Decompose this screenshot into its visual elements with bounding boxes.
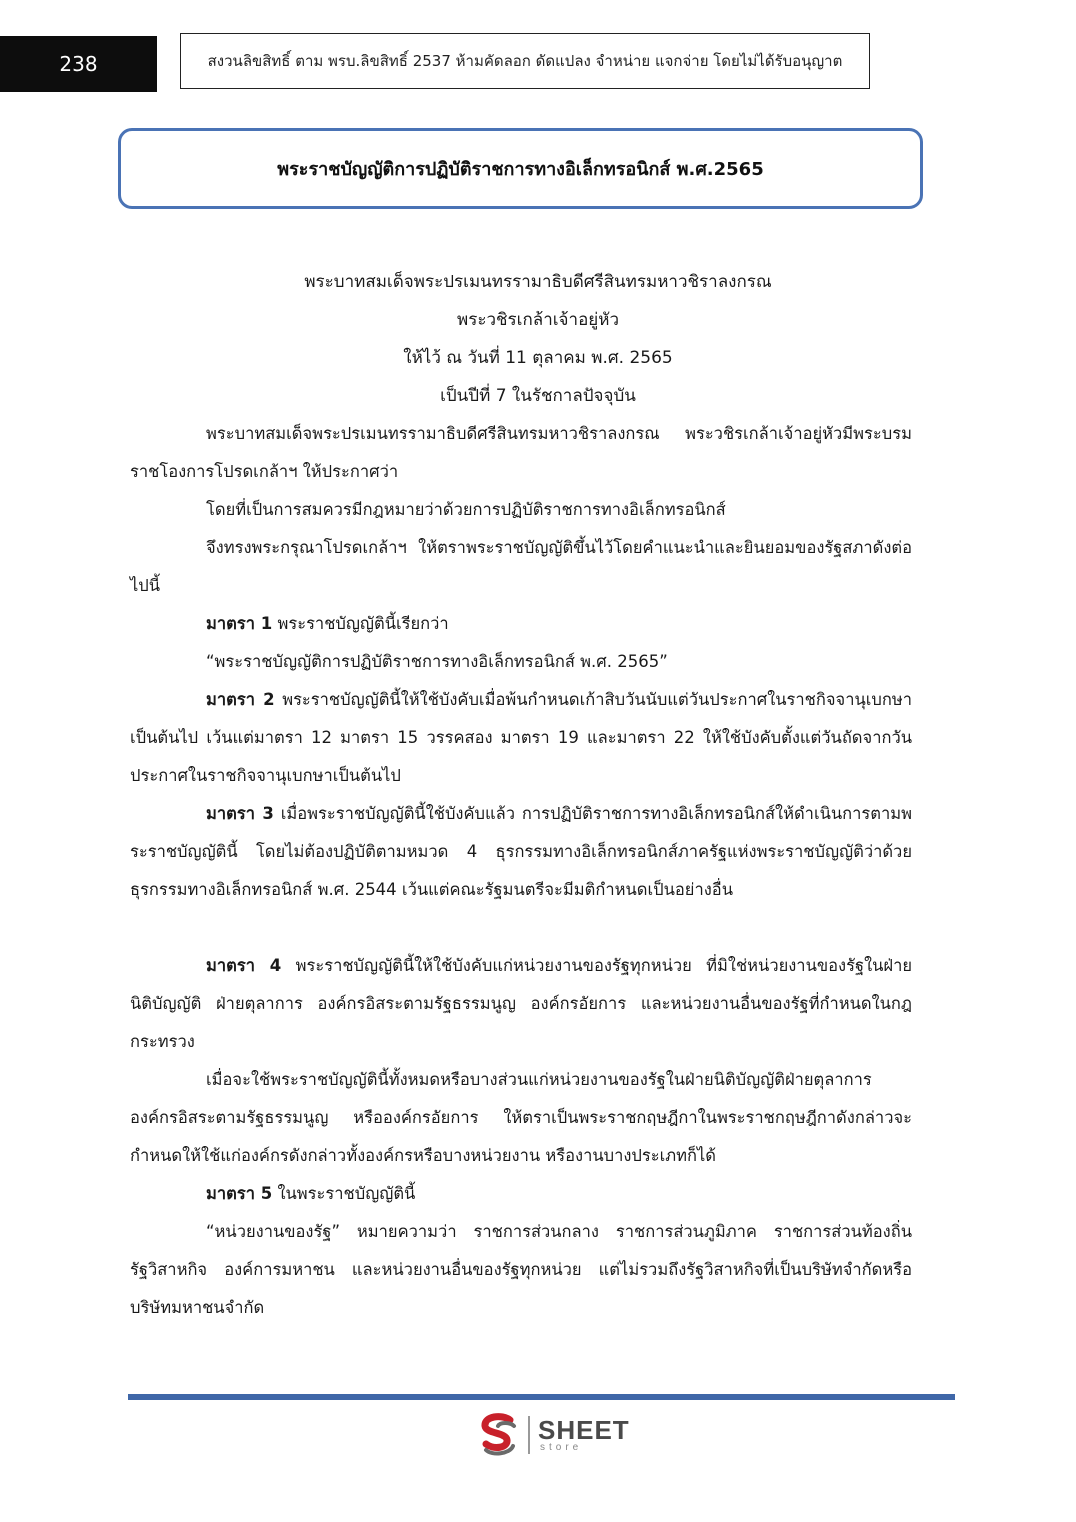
section-4-label: มาตรา 4 (206, 956, 282, 975)
sheet-store-logo (476, 1412, 630, 1458)
section-3 (130, 795, 912, 909)
preamble-line: ให้ไว้ ณ วันที่ 11 ตุลาคม พ.ศ. 2565 (403, 348, 673, 368)
paragraph-reason: โดยที่เป็นการสมควรมีกฎหมายว่าด้วยการปฏิบัติราชการทางอิเล็กทรอนิกส์ (206, 500, 726, 519)
s-logo-icon (476, 1412, 522, 1458)
paragraph-proclamation: พระบาทสมเด็จพระปรเมนทรรามาธิบดีศรีสินทรมหาวชิราลงกรณ พระวชิรเกล้าเจ้าอยู่หัวมีพระบรมราชโองการโปรดเกล้าฯ ให้ประกาศว่า (130, 424, 912, 481)
section-5-text: ในพระราชบัญญัตินี้ (272, 1184, 416, 1203)
section-3-text: เมื่อพระราชบัญญัตินี้ใช้บังคับแล้ว การปฏิบัติราชการทางอิเล็กทรอนิกส์ให้ดำเนินการตามพระราชบัญญัตินี้ โดยไม่ต้องปฏิบัติตามหมวด 4 ธุรกรรมทางอิเล็กทรอนิกส์ภาครัฐแห่งพระราชบัญญัติว่าด้วยธุรกรรมทางอิเล็กทรอนิกส์ พ.ศ. 2544 เว้นแต่คณะรัฐมนตรีจะมีมติกำหนดเป็นอย่างอื่น (130, 804, 912, 899)
section-1 (130, 605, 912, 643)
section-4-text: พระราชบัญญัตินี้ให้ใช้บังคับแก่หน่วยงานของรัฐทุกหน่วย ที่มิใช่หน่วยงานของรัฐในฝ่ายนิติบัญญัติ ฝ่ายตุลาการ องค์กรอิสระตามรัฐธรรมนูญ องค์กรอัยการ และหน่วยงานอื่นของรัฐที่กำหนดในกฎกระทรวง (130, 956, 913, 1051)
section-4 (130, 947, 912, 1061)
section-3-label: มาตรา 3 (206, 804, 274, 823)
section-4-paragraph-2: เมื่อจะใช้พระราชบัญญัตินี้ทั้งหมดหรือบางส่วนแก่หน่วยงานของรัฐในฝ่ายนิติบัญญัติฝ่ายตุลาการ องค์กรอิสระตามรัฐธรรมนูญ หรือองค์กรอัยการ ให้ตราเป็นพระราชกฤษฎีกาในพระราชกฤษฎีกาดังกล่าวจะกำหนดให้ใช้แก่องค์กรดังกล่าวทั้งองค์กรหรือบางหน่วยงาน หรืองานบางประเภทก็ได้ (130, 1070, 912, 1165)
section-2 (130, 681, 912, 795)
section-2-label: มาตรา 2 (206, 690, 275, 709)
copyright-notice-box (180, 33, 870, 89)
title-box (118, 128, 923, 209)
copyright-notice: สงวนลิขสิทธิ์ ตาม พรบ.ลิขสิทธิ์ 2537 ห้ามคัดลอก ดัดแปลง จำหน่าย แจกจ่าย โดยไม่ได้รับอนุญาต (207, 52, 843, 70)
section-5 (130, 1175, 912, 1213)
page-title: พระราชบัญญัติการปฏิบัติราชการทางอิเล็กทรอนิกส์ พ.ศ.2565 (277, 159, 764, 180)
logo-divider (528, 1416, 530, 1454)
logo-sub-text: store (540, 1442, 583, 1453)
section-1-quote: “พระราชบัญญัติการปฏิบัติราชการทางอิเล็กทรอนิกส์ พ.ศ. 2565” (206, 652, 668, 671)
footer-rule (128, 1394, 955, 1400)
section-5-label: มาตรา 5 (206, 1184, 273, 1203)
logo-main-text: SHEET (538, 1415, 630, 1445)
section-5-definition: “หน่วยงานของรัฐ” หมายความว่า ราชการส่วนกลาง ราชการส่วนภูมิภาค ราชการส่วนท้องถิ่น รัฐวิสาหกิจ องค์การมหาชน และหน่วยงานอื่นของรัฐทุกหน่วย แต่ไม่รวมถึงรัฐวิสาหกิจที่เป็นบริษัทจำกัดหรือบริษัทมหาชนจำกัด (130, 1222, 912, 1317)
section-1-label: มาตรา 1 (206, 614, 273, 633)
paragraph-enactment: จึงทรงพระกรุณาโปรดเกล้าฯ ให้ตราพระราชบัญญัติขึ้นไว้โดยคำแนะนำและยินยอมของรัฐสภาดังต่อไปนี้ (130, 538, 912, 595)
section-1-text: พระราชบัญญัตินี้เรียกว่า (272, 614, 449, 633)
logo-text (538, 1417, 630, 1453)
preamble-line: พระบาทสมเด็จพระปรเมนทรรามาธิบดีศรีสินทรมหาวชิราลงกรณ (304, 272, 772, 292)
page-number: 238 (59, 52, 98, 76)
preamble-line: เป็นปีที่ 7 ในรัชกาลปัจจุบัน (440, 386, 636, 406)
page-number-box (0, 36, 157, 92)
section-2-text: พระราชบัญญัตินี้ให้ใช้บังคับเมื่อพ้นกำหนดเก้าสิบวันนับแต่วันประกาศในราชกิจจานุเบกษาเป็นต้นไป เว้นแต่มาตรา 12 มาตรา 15 วรรคสอง มาตรา 19 และมาตรา 22 ให้ใช้บังคับตั้งแต่วันถัดจากวันประกาศในราชกิจจานุเบกษาเป็นต้นไป (130, 690, 912, 785)
preamble-line: พระวชิรเกล้าเจ้าอยู่หัว (457, 310, 619, 330)
